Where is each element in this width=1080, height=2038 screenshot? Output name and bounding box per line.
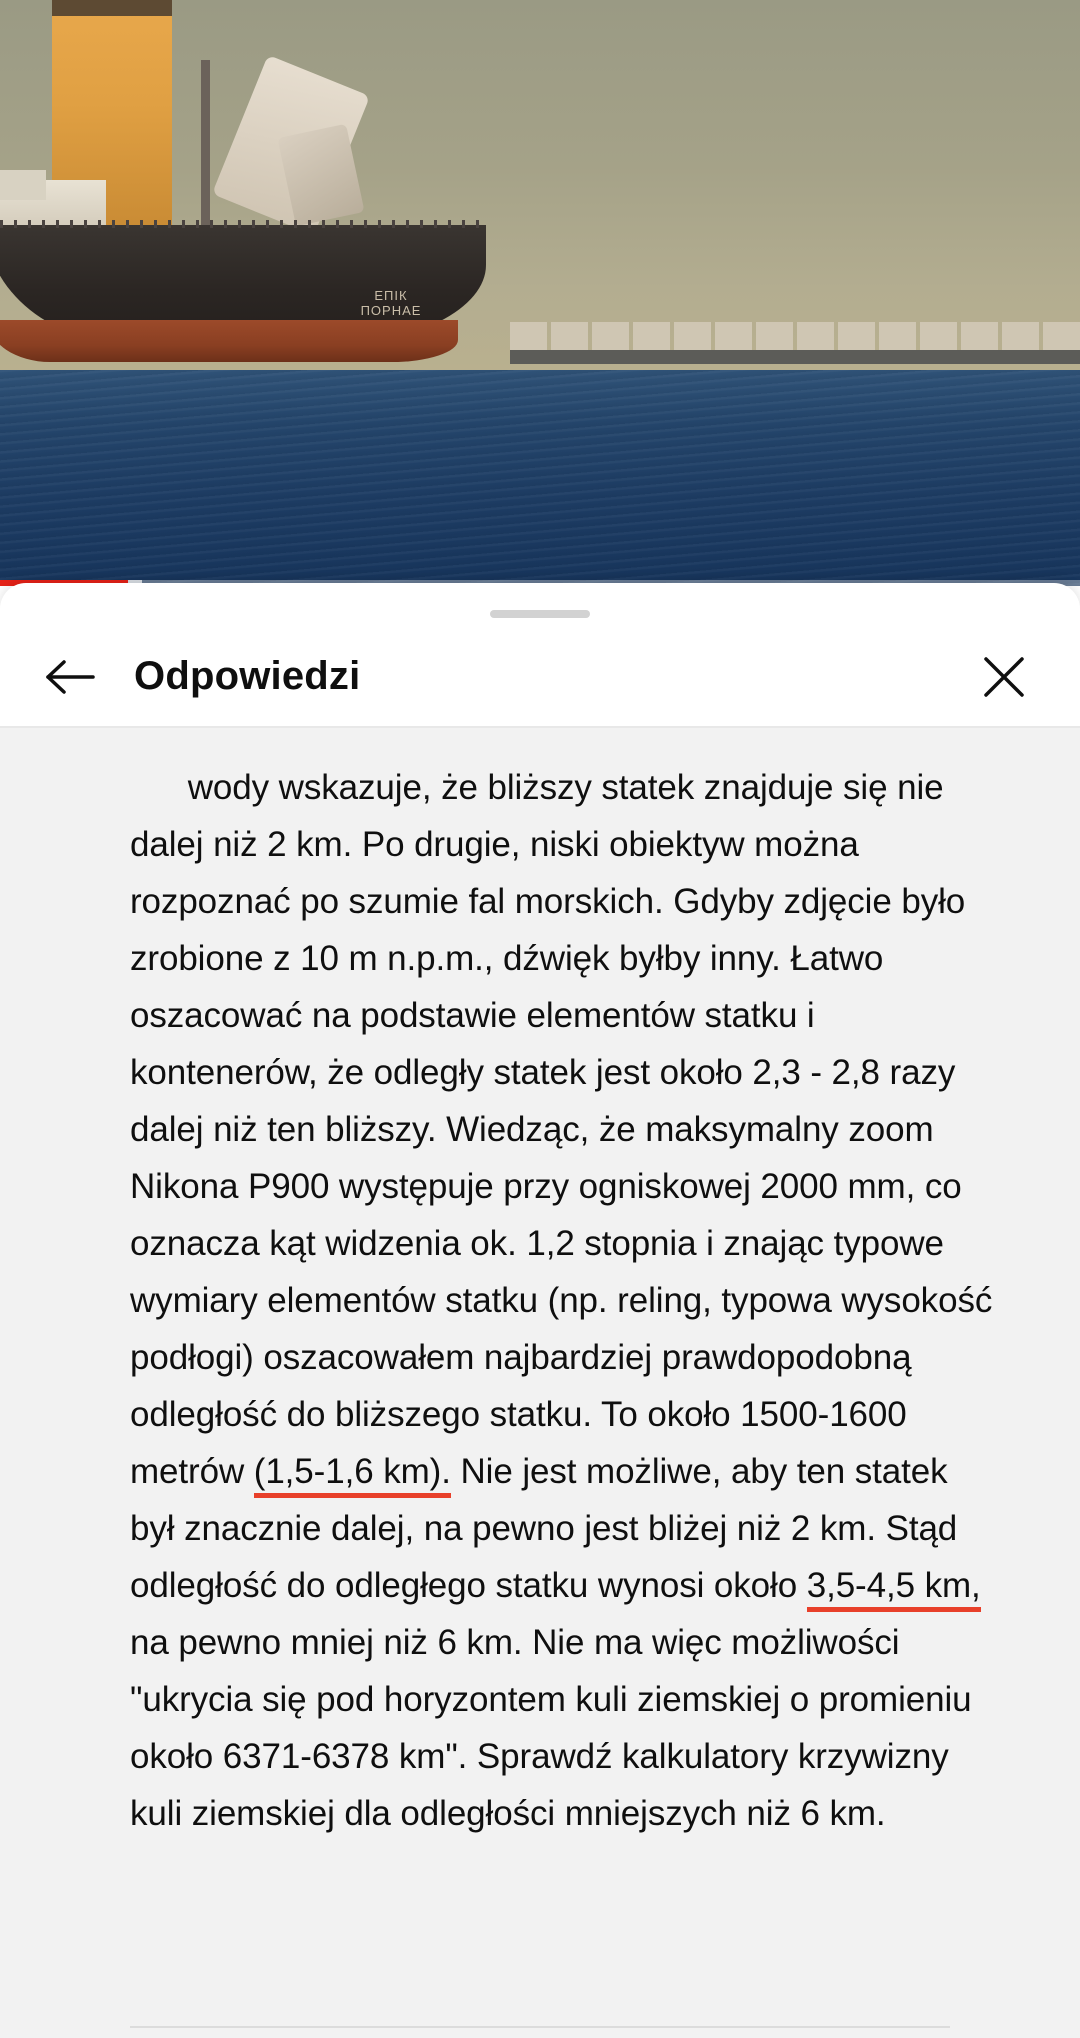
reply-text-part2: Nie jest możliwe, aby ten statek był znacznie dalej, na pewno jest bliżej niż 2 km. Stąd odległość do odległego statku wynosi około bbox=[130, 1452, 967, 1605]
near-ship bbox=[0, 170, 506, 385]
far-ship-deck bbox=[510, 350, 1080, 364]
video-player[interactable] bbox=[0, 0, 1080, 586]
ship-name-text: ЕПІК ПОРНАЕ bbox=[360, 288, 422, 318]
reply-bottom-divider bbox=[130, 2026, 950, 2028]
ship-funnel-cap bbox=[52, 0, 172, 16]
far-container-ship bbox=[510, 300, 1080, 370]
reply-text bbox=[130, 728, 1000, 1899]
container-stack bbox=[510, 310, 1080, 352]
arrow-left-icon bbox=[43, 657, 97, 697]
ship-deckhouse-upper bbox=[0, 170, 46, 200]
ship-boot-top-stripe bbox=[0, 320, 458, 362]
sea-background bbox=[0, 370, 1080, 586]
replies-bottom-sheet bbox=[0, 583, 1080, 2038]
reply-highlight-1: (1,5-1,6 km). bbox=[254, 1452, 451, 1498]
close-icon bbox=[979, 652, 1029, 702]
reply-text-part3: na pewno mniej niż 6 km. Nie ma więc możliwości "ukrycia się pod horyzontem kuli ziemskiej o promieniu około 6371-6378 km". Sprawdź kalkulatory krzywizny kuli ziemskiej dla odległości mniejszych niż 6 km. bbox=[130, 1566, 991, 1833]
drag-handle[interactable] bbox=[490, 610, 590, 618]
reply-highlight-2: 3,5-4,5 km, bbox=[807, 1566, 981, 1612]
back-button[interactable] bbox=[36, 643, 104, 711]
sheet-header bbox=[0, 629, 1080, 724]
close-button[interactable] bbox=[970, 643, 1038, 711]
ship-mast bbox=[201, 60, 210, 235]
ship-railing bbox=[0, 220, 486, 228]
page-title: Odpowiedzi bbox=[134, 654, 361, 698]
reply-text-part1: wody wskazuje, że bliższy statek znajduje się nie dalej niż 2 km. Po drugie, niski obiektyw można rozpoznać po szumie fal morskich. Gdyby zdjęcie było zrobione z 10 m n.p.m., dźwięk byłby inny. Łatwo oszacować na podstawie elementów statku i kontenerów, że odległy statek jest około 2,3 - 2,8 razy dalej niż ten bliższy. Wiedząc, że maksymalny zoom Nikona P900 występuje przy ogniskowej 2000 mm, co oznacza kąt widzenia ok. 1,2 stopnia i znając typowe wymiary elementów statku (np. reling, typowa wysokość podłogi) oszacowałem najbardziej prawdopodobną odległość do bliższego statku. To około 1500-1600 metrów bbox=[130, 768, 1002, 1491]
reply-scroll-area[interactable] bbox=[0, 728, 1080, 2038]
